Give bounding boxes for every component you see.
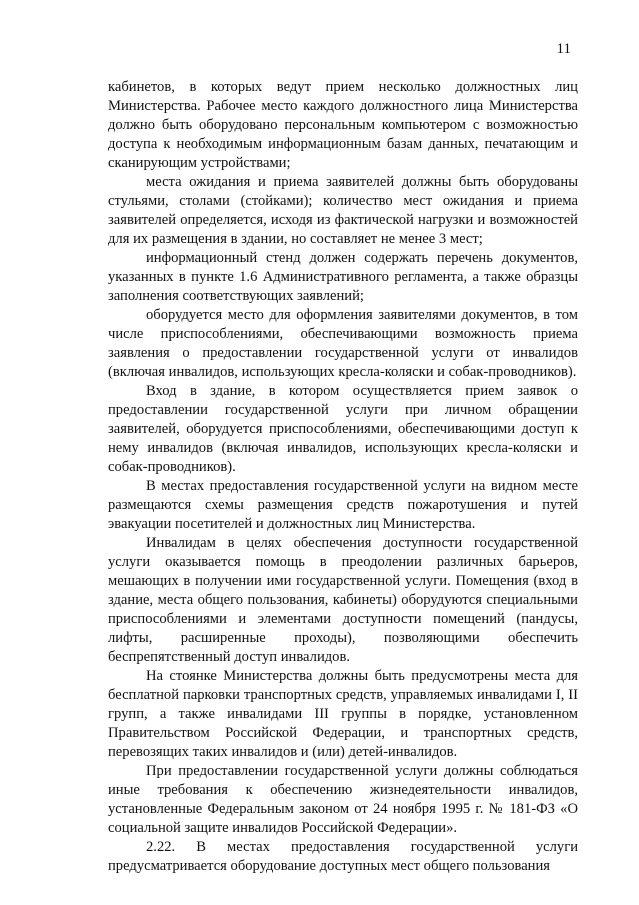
- page-number: 11: [556, 41, 571, 57]
- paragraph-accessibility-help: Инвалидам в целях обеспечения доступности государственной услуги оказывается помощь в преодолении различных барьеров, мешающих в получении ими государственной услуги. Помещения (вход в здание, места общего пользования, кабинеты) оборудуются специальными приспособлениями и элементами доступности помещений (пандусы, лифты, расширенные проходы), позволяющими обеспечить беспрепятственный доступ инвалидов.: [108, 535, 578, 665]
- paragraph-information-stand: информационный стенд должен содержать перечень документов, указанных в пункте 1.6 Административного регламента, а также образцы заполнения соответствующих заявлений;: [108, 250, 578, 304]
- paragraph-other-requirements: При предоставлении государственной услуги должны соблюдаться иные требования к обеспечению жизнедеятельности инвалидов, установленные Федеральным законом от 24 ноября 1995 г. № 181-ФЗ «О социальной защите инвалидов Российской Федерации».: [108, 763, 578, 836]
- paragraph-parking: На стоянке Министерства должны быть предусмотрены места для бесплатной парковки транспортных средств, управляемых инвалидами I, II групп, а также инвалидами III группы в порядке, установленном Правительством Российской Федерации, и транспортных средств, перевозящих таких инвалидов и (или) детей-инвалидов.: [108, 668, 578, 760]
- paragraph-waiting-areas: места ожидания и приема заявителей должны быть оборудованы стульями, столами (стойками); количество мест ожидания и приема заявителей определяется, исходя из фактической нагрузки и возможностей для их размещения в здании, но составляет не менее 3 мест;: [108, 174, 578, 247]
- paragraph-workplace-equipment: кабинетов, в которых ведут прием несколько должностных лиц Министерства. Рабочее место каждого должностного лица Министерства должно быть оборудовано персональным компьютером с возможностью доступа к необходимым информационным базам данных, печатающим и сканирующим устройствами;: [108, 79, 578, 171]
- paragraph-building-entrance: Вход в здание, в котором осуществляется прием заявок о предоставлении государственной услуги при личном обращении заявителей, оборудуется приспособлениями, обеспечивающими доступ к нему инвалидов (включая инвалидов, использующих кресла-коляски и собак-проводников).: [108, 383, 578, 475]
- document-body: [108, 78, 578, 876]
- paragraph-document-place: оборудуется место для оформления заявителями документов, в том числе приспособлениями, обеспечивающими возможность приема заявления о предоставлении государственной услуги от инвалидов (включая инвалидов, использующих кресла-коляски и собак-проводников).: [108, 307, 578, 380]
- paragraph-section-2-22: 2.22. В местах предоставления государственной услуги предусматривается оборудование доступных мест общего пользования: [108, 839, 578, 874]
- paragraph-evacuation-schemes: В местах предоставления государственной услуги на видном месте размещаются схемы размещения средств пожаротушения и путей эвакуации посетителей и должностных лиц Министерства.: [108, 478, 578, 532]
